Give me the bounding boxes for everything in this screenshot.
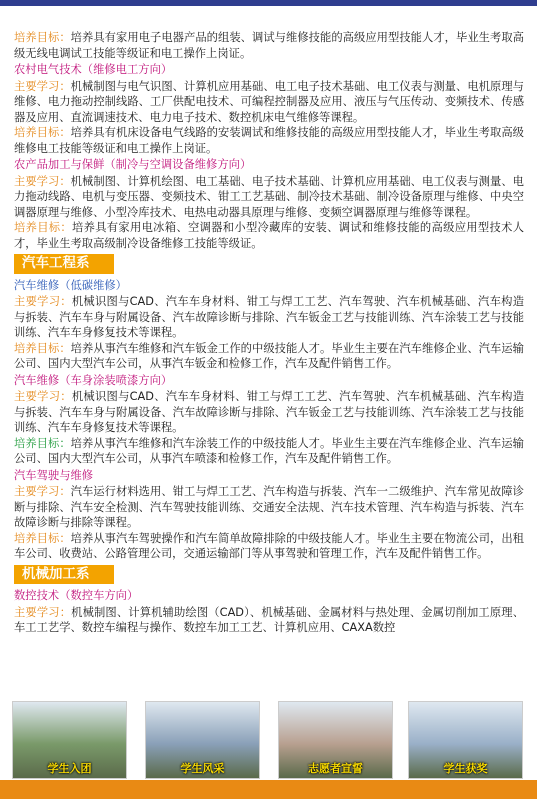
paragraph-text: 汽车运行材料选用、钳工与焊工工艺、汽车构造与拆装、汽车一二级维护、汽车常见故障诊断与排除、汽车安全检测、汽车驾驶技能训练、交通安全法规、汽车技术管理、汽车构造与拆装、汽车故障诊断与排除等课程。 (14, 485, 524, 529)
paragraph-label: 培养目标： (14, 126, 71, 139)
paragraph-text: 机械制图、计算机绘图、电工基础、电子技术基础、计算机应用基础、电工仪表与测量、电力拖动线路、电机与变压器、变频技术、钳工工艺基础、制冷技术基础、制冷设备原理与维修、中央空调器原理与维修、小型冷库技术、电热电动器具原理与维修、变频空调器原理与维修等课程。 (14, 174, 524, 219)
paragraph-text: 培养具有家用电冰箱、空调器和小型冷藏库的安装、调试和维修技能的高级应用型技术人才，毕业生考取高级制冷设备维修工技能等级证。 (14, 221, 524, 250)
paragraph-label: 主要学习： (14, 390, 72, 403)
paragraph-text: 培养从事汽车维修和汽车钣金工作的中级技能人才。毕业生主要在汽车维修企业、汽车运输公司、国内大型汽车公司，从事汽车钣金和检修工作，汽车及配件销售工作。 (14, 341, 524, 370)
subsection-heading: 农产品加工与保鲜（制冷与空调设备维修方向） (14, 158, 252, 171)
photo-caption: 学生风采 (180, 762, 225, 775)
paragraph-label: 培养目标： (14, 221, 72, 234)
paragraph-text: 机械识图与CAD、汽车车身材料、钳工与焊工工艺、汽车驾驶、汽车机械基础、汽车构造与拆装、汽车车身与附属设备、汽车故障诊断与排除、汽车钣金工艺与技能训练、汽车涂装工艺与技能训练、汽车车身修复技术等课程。 (14, 390, 524, 434)
paragraph (14, 294, 524, 341)
paragraph-label: 培养目标： (14, 341, 71, 355)
paragraph-text: 培养从事汽车维修和汽车涂装工作的中级技能人才。毕业生主要在汽车维修企业、汽车运输公司、国内大型汽车公司，从事汽车喷漆和检修工作，汽车及配件销售工作。 (14, 436, 524, 465)
photo-strip (12, 701, 525, 777)
paragraph-label: 主要学习： (14, 79, 71, 93)
paragraph (14, 174, 524, 221)
paragraph (14, 220, 524, 251)
paragraph-label: 主要学习： (14, 605, 72, 619)
paragraph-label: 主要学习： (14, 295, 72, 308)
paragraph (14, 30, 524, 61)
subsection-heading: 汽车驾驶与维修 (14, 468, 94, 482)
paragraph-label: 培养目标： (14, 31, 71, 44)
paragraph-label: 培养目标： (14, 531, 71, 545)
department-heading-row (14, 251, 524, 277)
subsection-heading: 汽车维修（车身涂装喷漆方向） (14, 373, 173, 387)
subsection-heading: 农村电气技术（维修电工方向） (14, 63, 173, 76)
top-bar (0, 0, 537, 6)
bottom-bar (0, 780, 537, 799)
subsection-heading: 汽车维修（低碳维修） (14, 278, 127, 292)
paragraph (14, 79, 524, 126)
photo-caption: 学生入团 (47, 762, 92, 775)
paragraph (14, 125, 524, 156)
paragraph-label: 培养目标： (14, 436, 71, 450)
paragraph-text: 机械识图与CAD、汽车车身材料、钳工与焊工工艺、汽车驾驶、汽车机械基础、汽车构造与拆装、汽车车身与附属设备、汽车故障诊断与排除、汽车钣金工艺与技能训练、汽车涂装工艺与技能训练、汽车车身修复技术等课程。 (14, 295, 524, 339)
paragraph (14, 436, 524, 467)
document-body (14, 30, 524, 636)
paragraph-text: 机械制图与电气识图、计算机应用基础、电工电子技术基础、电工仪表与测量、电机原理与维修、电力拖动控制线路、工厂供配电技术、可编程控制器及应用、液压与气压传动、变频技术、传感器及应用、直流调速技术、电力电子技术、数控机床电气维修等课程。 (14, 79, 524, 124)
paragraph-label: 主要学习： (14, 174, 71, 188)
paragraph-text: 培养具有家用电子电器产品的组装、调试与维修技能的高级应用型技能人才，毕业生考取高级无线电调试工技能等级证和电工操作上岗证。 (14, 31, 524, 60)
paragraph-text: 机械制图、计算机辅助绘图（CAD）、机械基础、金属材料与热处理、金属切削加工原理、车工工艺学、数控车编程与操作、数控车加工工艺、计算机应用、CAXA数控 (14, 605, 524, 634)
photo-caption: 志愿者宣誓 (308, 762, 363, 775)
paragraph (14, 389, 524, 436)
department-heading: 机械加工系 (14, 565, 114, 585)
photo (278, 701, 393, 779)
photo (12, 701, 127, 779)
photo (145, 701, 260, 779)
subsection-heading: 数控技术（数控车方向） (14, 589, 139, 602)
photo-caption: 学生获奖 (443, 762, 488, 775)
paragraph-text: 培养从事汽车驾驶操作和汽车简单故障排除的中级技能人才。毕业生主要在物流公司，出租车公司、收费站、公路管理公司，交通运输部门等从事驾驶和管理工作，汽车及配件销售工作。 (14, 531, 524, 560)
photo (408, 701, 523, 779)
paragraph-label: 主要学习： (14, 485, 71, 498)
paragraph (14, 605, 524, 636)
paragraph (14, 341, 524, 372)
department-heading: 汽车工程系 (14, 254, 114, 274)
paragraph-text: 培养具有机床设备电气线路的安装调试和维修技能的高级应用型技能人才，毕业生考取高级维修电工技能等级证和电工操作上岗证。 (14, 126, 524, 155)
department-heading-row (14, 562, 524, 588)
paragraph (14, 484, 524, 531)
paragraph (14, 531, 524, 562)
